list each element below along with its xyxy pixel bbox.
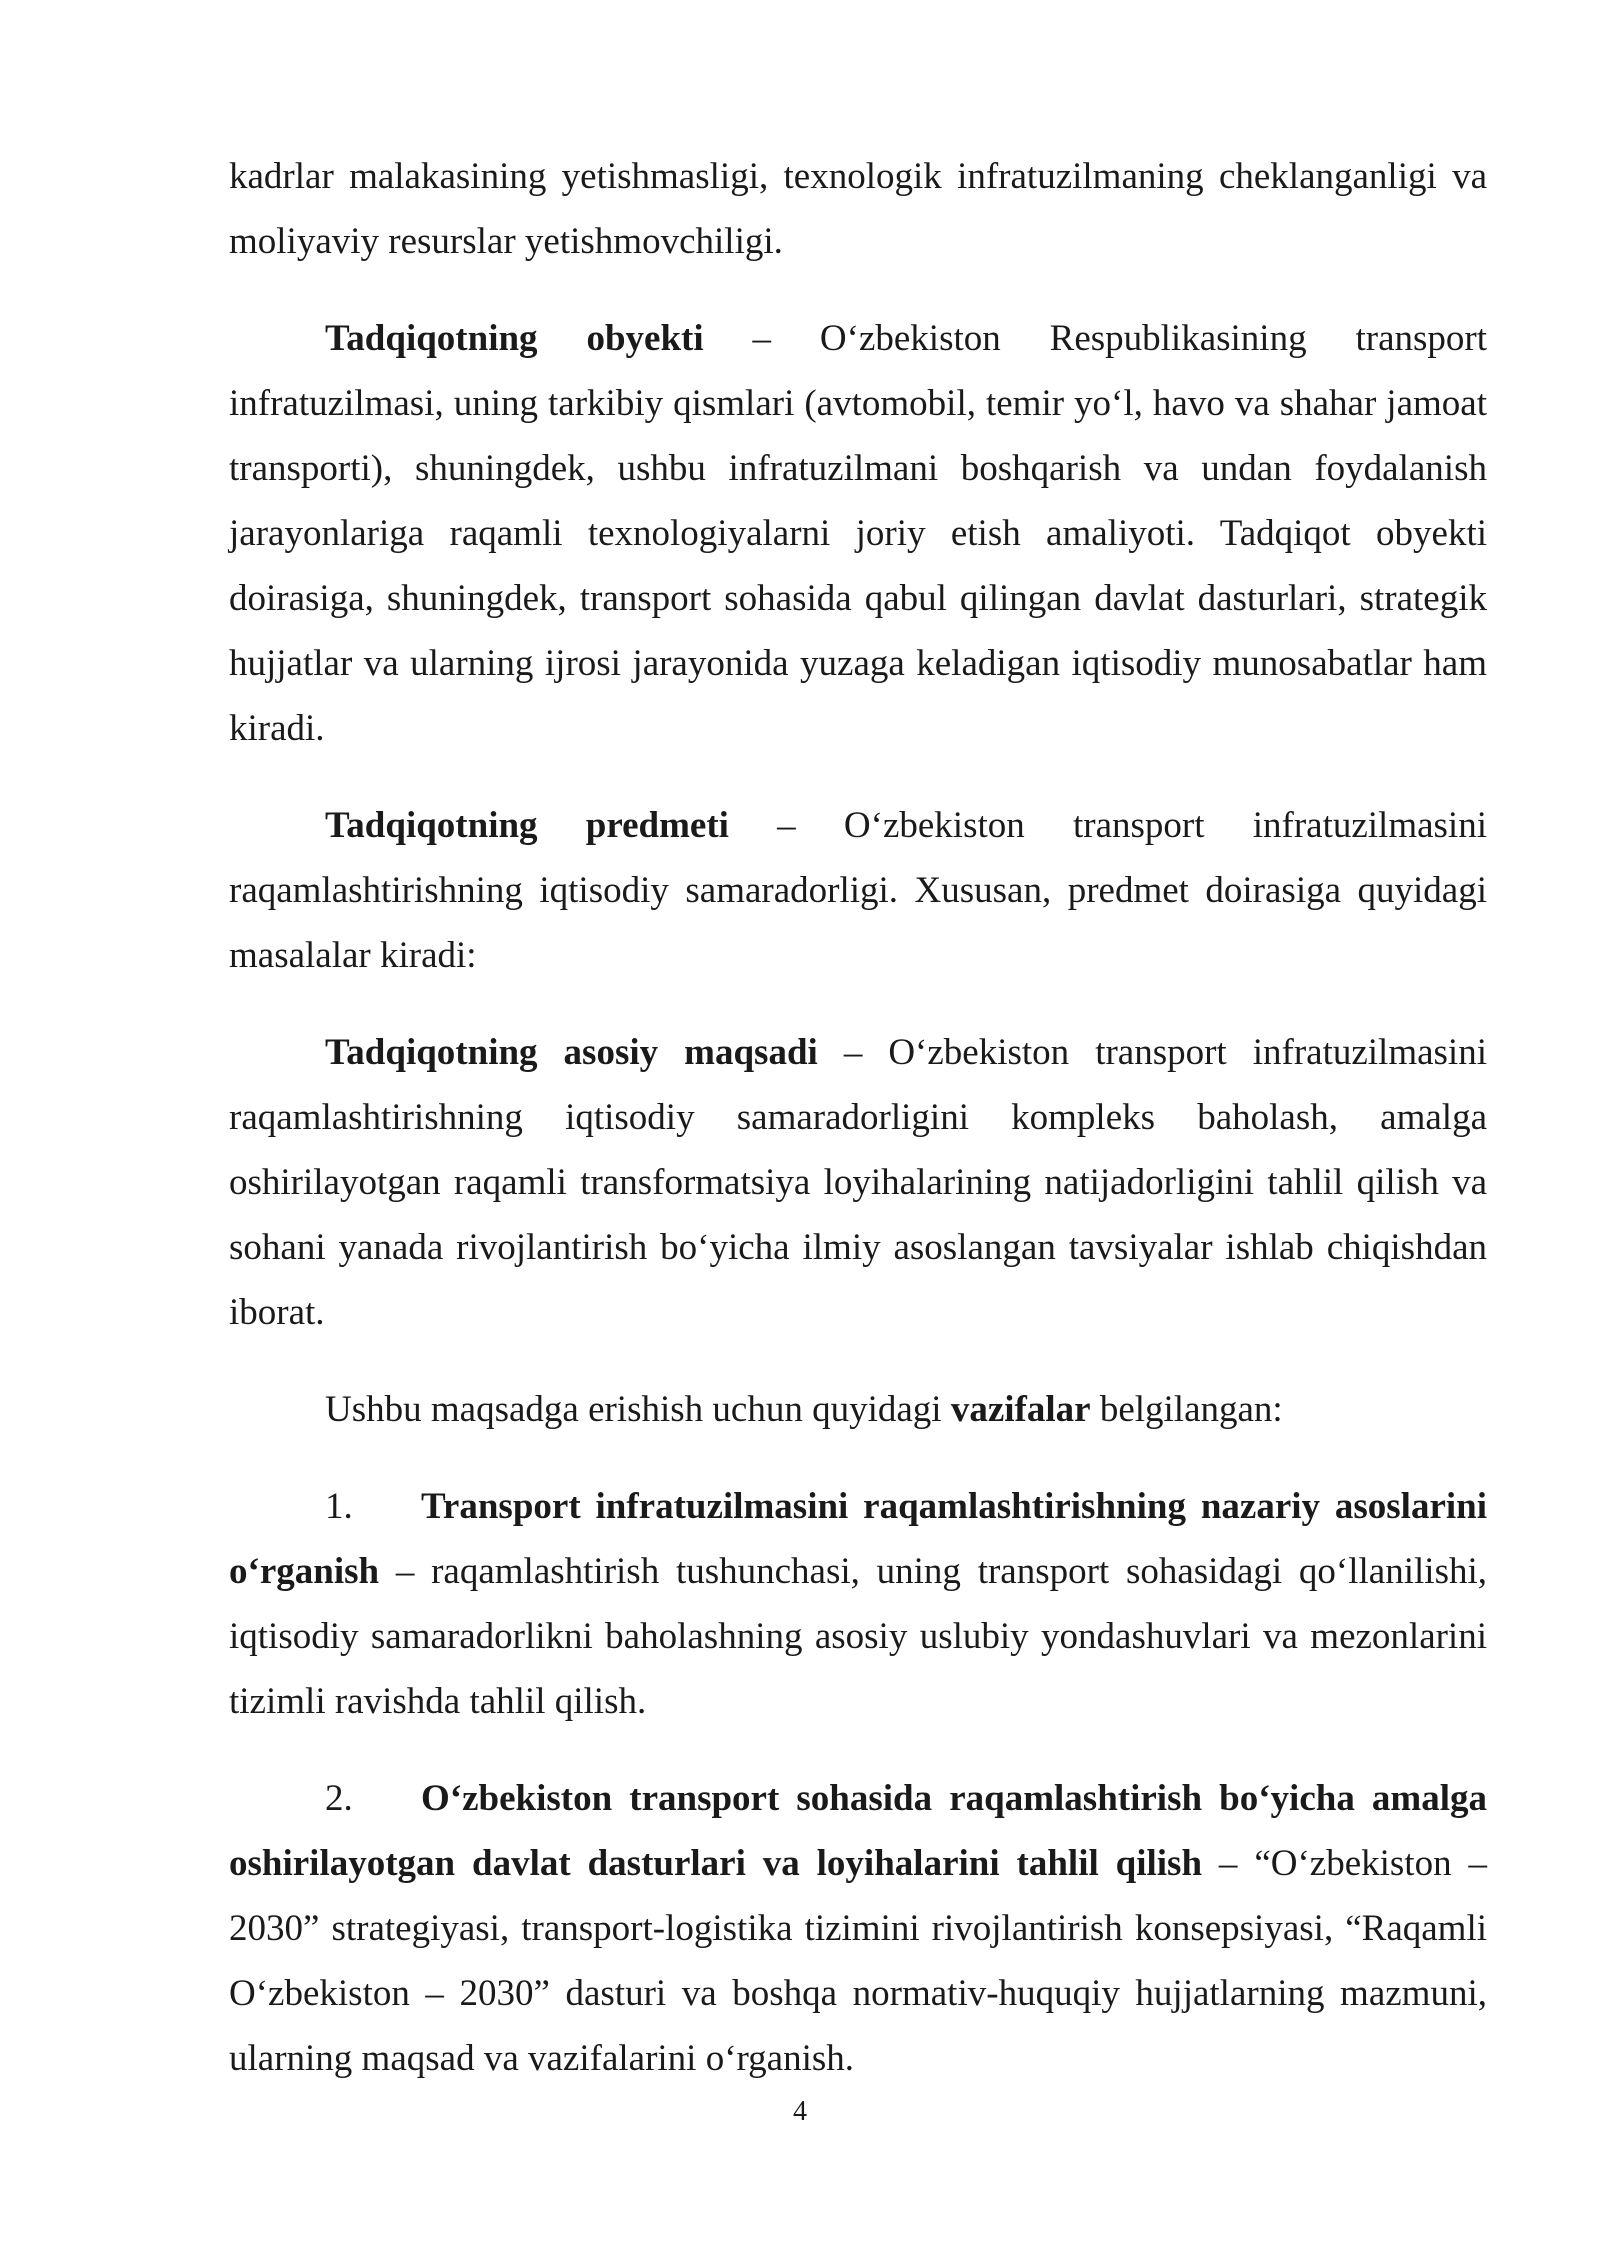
- paragraph-text: kadrlar malakasining yetishmasligi, texnologik infratuzilmaning cheklanganligi va moliyaviy resurslar yetishmovchiligi.: [229, 156, 1487, 262]
- task-title: Transport infratuzilmasini raqamlashtirishning nazariy asoslarini o‘rganish: [229, 1486, 1487, 1592]
- list-number: 1.: [325, 1486, 353, 1527]
- paragraph-text: – O‘zbekiston transport infratuzilmasini raqamlashtirishning iqtisodiy samaradorligi. Xususan, predmet doirasiga quyidagi masalalar kiradi:: [229, 805, 1487, 976]
- paragraph-text: – O‘zbekiston transport infratuzilmasini raqamlashtirishning iqtisodiy samaradorligini kompleks baholash, amalga oshirilayotgan raqamli transformatsiya loyihalarining natijadorligini tahlil qilish va sohani yanada rivojlantirish bo‘yicha ilmiy asoslangan tavsiyalar ishlab chiqishdan iborat.: [229, 1032, 1487, 1333]
- paragraph-text: – “O‘zbekiston – 2030” strategiyasi, transport-logistika tizimini rivojlantirish konsepsiyasi, “Raqamli O‘zbekiston – 2030” dasturi va boshqa normativ-huquqiy hujjatlarning mazmuni, ularning maqsad va vazifalarini o‘rganish.: [229, 1843, 1487, 2079]
- heading-research-subject: Tadqiqotning predmeti: [325, 805, 729, 846]
- page-number: 4: [793, 2096, 807, 2127]
- paragraph-text: – raqamlashtirish tushunchasi, uning transport sohasidagi qo‘llanilishi, iqtisodiy samaradorlikni baholashning asosiy uslubiy yondashuvlari va mezonlarini tizimli ravishda tahlil qilish.: [229, 1551, 1487, 1722]
- paragraph-text: belgilangan:: [1090, 1389, 1283, 1430]
- task-title: O‘zbekiston transport sohasida raqamlashtirish bo‘yicha amalga oshirilayotgan davlat dasturlari va loyihalarini tahlil qilish: [229, 1778, 1487, 1884]
- paragraph-text: Ushbu maqsadga erishish uchun quyidagi: [325, 1389, 951, 1430]
- heading-research-object: Tadqiqotning obyekti: [325, 318, 704, 359]
- heading-research-goal: Tadqiqotning asosiy maqsadi: [325, 1032, 818, 1073]
- paragraph-text: – O‘zbekiston Respublikasining transport infratuzilmasi, uning tarkibiy qismlari (avtomobil, temir yo‘l, havo va shahar jamoat transporti), shuningdek, ushbu infratuzilmani boshqarish va undan foydalanish jarayonlariga raqamli texnologiyalarni joriy etish amaliyoti. Tadqiqot obyekti doirasiga, shuningdek, transport sohasida qabul qilingan davlat dasturlari, strategik hujjatlar va ularning ijrosi jarayonida yuzaga keladigan iqtisodiy munosabatlar ham kiradi.: [229, 318, 1487, 749]
- paragraph-research-object: [229, 306, 1487, 761]
- paragraph-tasks-intro: [229, 1377, 1487, 1442]
- list-item-task-1: [229, 1474, 1487, 1734]
- paragraph-research-subject: [229, 793, 1487, 988]
- list-item-task-2: [229, 1766, 1487, 2091]
- paragraph-research-goal: [229, 1020, 1487, 1345]
- term-tasks: vazifalar: [950, 1389, 1091, 1430]
- paragraph-continuation: [229, 144, 1487, 274]
- page-body: [229, 144, 1487, 2091]
- list-number: 2.: [325, 1778, 353, 1819]
